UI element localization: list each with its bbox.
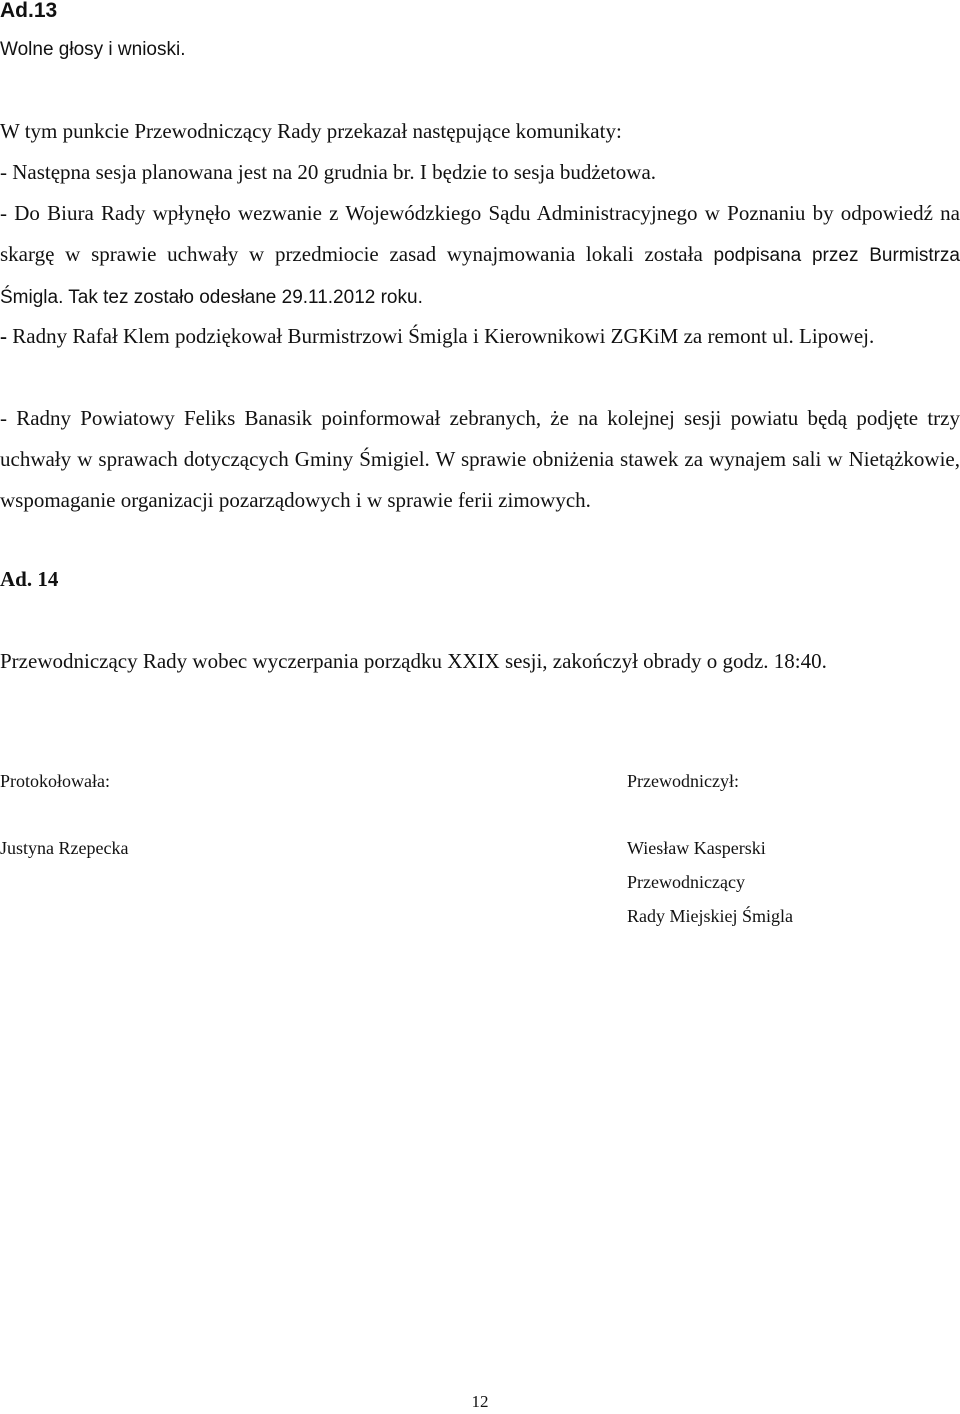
communication-item-2-text: - Do Biura Rady wpłynęło wezwanie z Wojewódzkiego Sądu Administracyjnego w Poznaniu by odpowiedź na skargę w sprawie uchwały w przedmiocie zasad wynajmowania lokali została: [0, 201, 960, 266]
closing-statement: Przewodniczący Rady wobec wyczerpania porządku XXIX sesji, zakończył obrady o godz. 18:40.: [0, 649, 827, 673]
signature-right-title: Przewodniczący: [627, 872, 745, 892]
communication-item-2: [0, 193, 960, 318]
signature-left-name: Justyna Rzepecka: [0, 838, 129, 858]
signature-right-label: Przewodniczył:: [627, 771, 739, 791]
communication-item-4: - Radny Powiatowy Feliks Banasik poinformował zebranych, że na kolejnej sesji powiatu będą podjęte trzy uchwały w sprawach dotyczących Gminy Śmigiel. W sprawie obniżenia stawek za wynajem sali w Nietążkowie, wspomaganie organizacji pozarządowych i w sprawie ferii zimowych.: [0, 406, 960, 512]
communications-intro: W tym punkcie Przewodniczący Rady przekazał następujące komunikaty:: [0, 119, 622, 143]
communication-item-3-dash: -: [0, 324, 7, 348]
signature-right-name: Wiesław Kasperski: [627, 838, 766, 858]
signature-right-council: Rady Miejskiej Śmigla: [627, 906, 793, 926]
signature-left-label: Protokołowała:: [0, 771, 110, 791]
communication-item-1: - Następna sesja planowana jest na 20 grudnia br. I będzie to sesja budżetowa.: [0, 160, 657, 184]
communication-item-3-text: Radny Rafał Klem podziękował Burmistrzowi Śmigla i Kierownikowi ZGKiM za remont ul. Lipowej.: [7, 324, 875, 348]
page-number: 12: [471, 1392, 489, 1411]
ad14-heading: Ad. 14: [0, 567, 59, 591]
ad13-heading: Ad.13: [0, 0, 58, 22]
communication-item-3: [0, 316, 960, 357]
ad13-subtitle: Wolne głosy i wnioski.: [0, 39, 186, 60]
communication-item-2-tail: podpisana przez Burmistrza Śmigla. Tak tez zostało odesłane 29.11.2012 roku.: [0, 245, 960, 308]
